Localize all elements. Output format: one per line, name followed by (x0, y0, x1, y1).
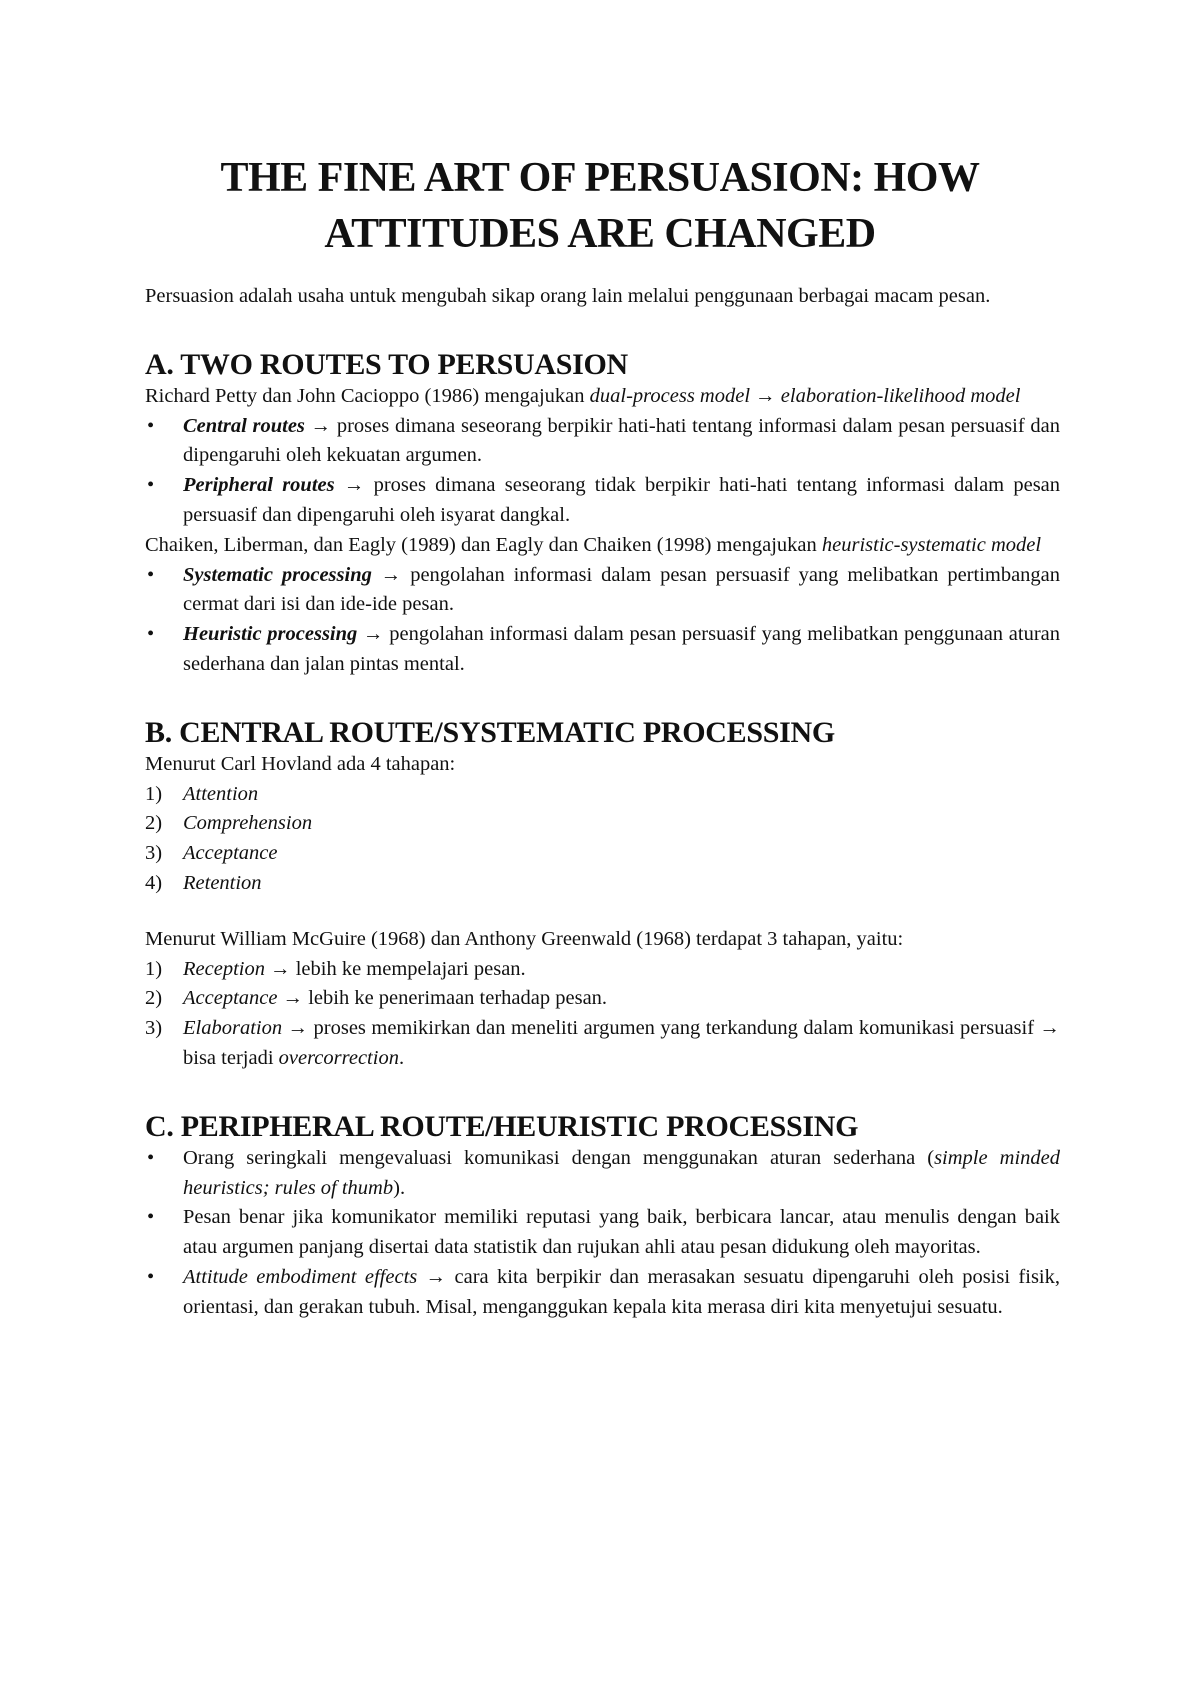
bullet-icon: • (147, 623, 155, 646)
list-item: • Central routes → proses dimana seseorang berpikir hati-hati tentang informasi dalam pesan persuasif dan dipengaruhi oleh kekuatan argumen. (145, 412, 1060, 472)
bullet-icon: • (147, 1146, 155, 1169)
mcguire-list (145, 955, 1060, 1074)
intro-paragraph: Persuasion adalah usaha untuk mengubah sikap orang lain melalui penggunaan berbagai macam pesan. (145, 285, 991, 307)
bullet-icon: • (147, 563, 155, 586)
list-item: • Heuristic processing → pengolahan informasi dalam pesan persuasif yang melibatkan penggunaan aturan sederhana dan jalan pintas mental. (145, 620, 1060, 680)
list-item: • Attitude embodiment effects → cara kita berpikir dan merasakan sesuatu dipengaruhi oleh posisi fisik, orientasi, dan gerakan tubuh. Misal, menganggukan kepala kita merasa diri kita menyetujui sesuatu. (145, 1263, 1060, 1323)
list-item: • Systematic processing → pengolahan informasi dalam pesan persuasif yang melibatkan pertimbangan cermat dari isi dan ide-ide pesan. (145, 561, 1060, 621)
bullet-icon: • (147, 1265, 155, 1288)
title-line-2: ATTITUDES ARE CHANGED (324, 211, 876, 257)
list-item: • Orang seringkali mengevaluasi komunikasi dengan menggunakan aturan sederhana (simple minded heuristics; rules of thumb). (145, 1144, 1060, 1204)
bullet-icon: • (147, 1206, 155, 1229)
list-item: 3) Acceptance (145, 842, 278, 865)
list-item: 4) Retention (145, 871, 262, 894)
section-a-list-1 (145, 412, 1060, 531)
section-a-paragraph-1: Richard Petty dan John Cacioppo (1986) mengajukan dual-process model → elaboration-likelihood model (145, 384, 1021, 407)
list-item: 1) Attention (145, 782, 259, 805)
title-line-1: THE FINE ART OF PERSUASION: HOW (220, 155, 980, 201)
section-a-heading: A. TWO ROUTES TO PERSUASION (145, 347, 628, 381)
mcguire-intro: Menurut William McGuire (1968) dan Anthony Greenwald (1968) terdapat 3 tahapan, yaitu: (145, 927, 904, 950)
list-item: • Peripheral routes → proses dimana seseorang tidak berpikir hati-hati tentang informasi dalam pesan persuasif dan dipengaruhi oleh isyarat dangkal. (145, 471, 1060, 531)
bullet-icon: • (147, 414, 155, 437)
section-c-list (145, 1144, 1060, 1323)
document-body (145, 282, 1060, 1323)
section-c-heading: C. PERIPHERAL ROUTE/HEURISTIC PROCESSING (145, 1109, 859, 1143)
section-b-heading: B. CENTRAL ROUTE/SYSTEMATIC PROCESSING (145, 715, 835, 749)
list-item: 1) Reception → lebih ke mempelajari pesan. (145, 957, 526, 980)
hovland-list (145, 780, 1060, 899)
section-a-paragraph-2: Chaiken, Liberman, dan Eagly (1989) dan Eagly dan Chaiken (1998) mengajukan heuristic-systematic model (145, 533, 1042, 556)
hovland-intro: Menurut Carl Hovland ada 4 tahapan: (145, 752, 456, 775)
list-item: 2) Acceptance → lebih ke penerimaan terhadap pesan. (145, 987, 608, 1010)
bullet-icon: • (147, 474, 155, 497)
section-a-list-2 (145, 561, 1060, 680)
document-title (120, 150, 1080, 262)
list-item: 2) Comprehension (145, 812, 313, 835)
list-item: • Pesan benar jika komunikator memiliki reputasi yang baik, berbicara lancar, atau menulis dengan baik atau argumen panjang disertai data statistik dan rujukan ahli atau pesan didukung oleh mayoritas. (145, 1203, 1060, 1263)
list-item: 3) Elaboration → proses memikirkan dan meneliti argumen yang terkandung dalam komunikasi persuasif → bisa terjadi overcorrection. (145, 1017, 1061, 1069)
